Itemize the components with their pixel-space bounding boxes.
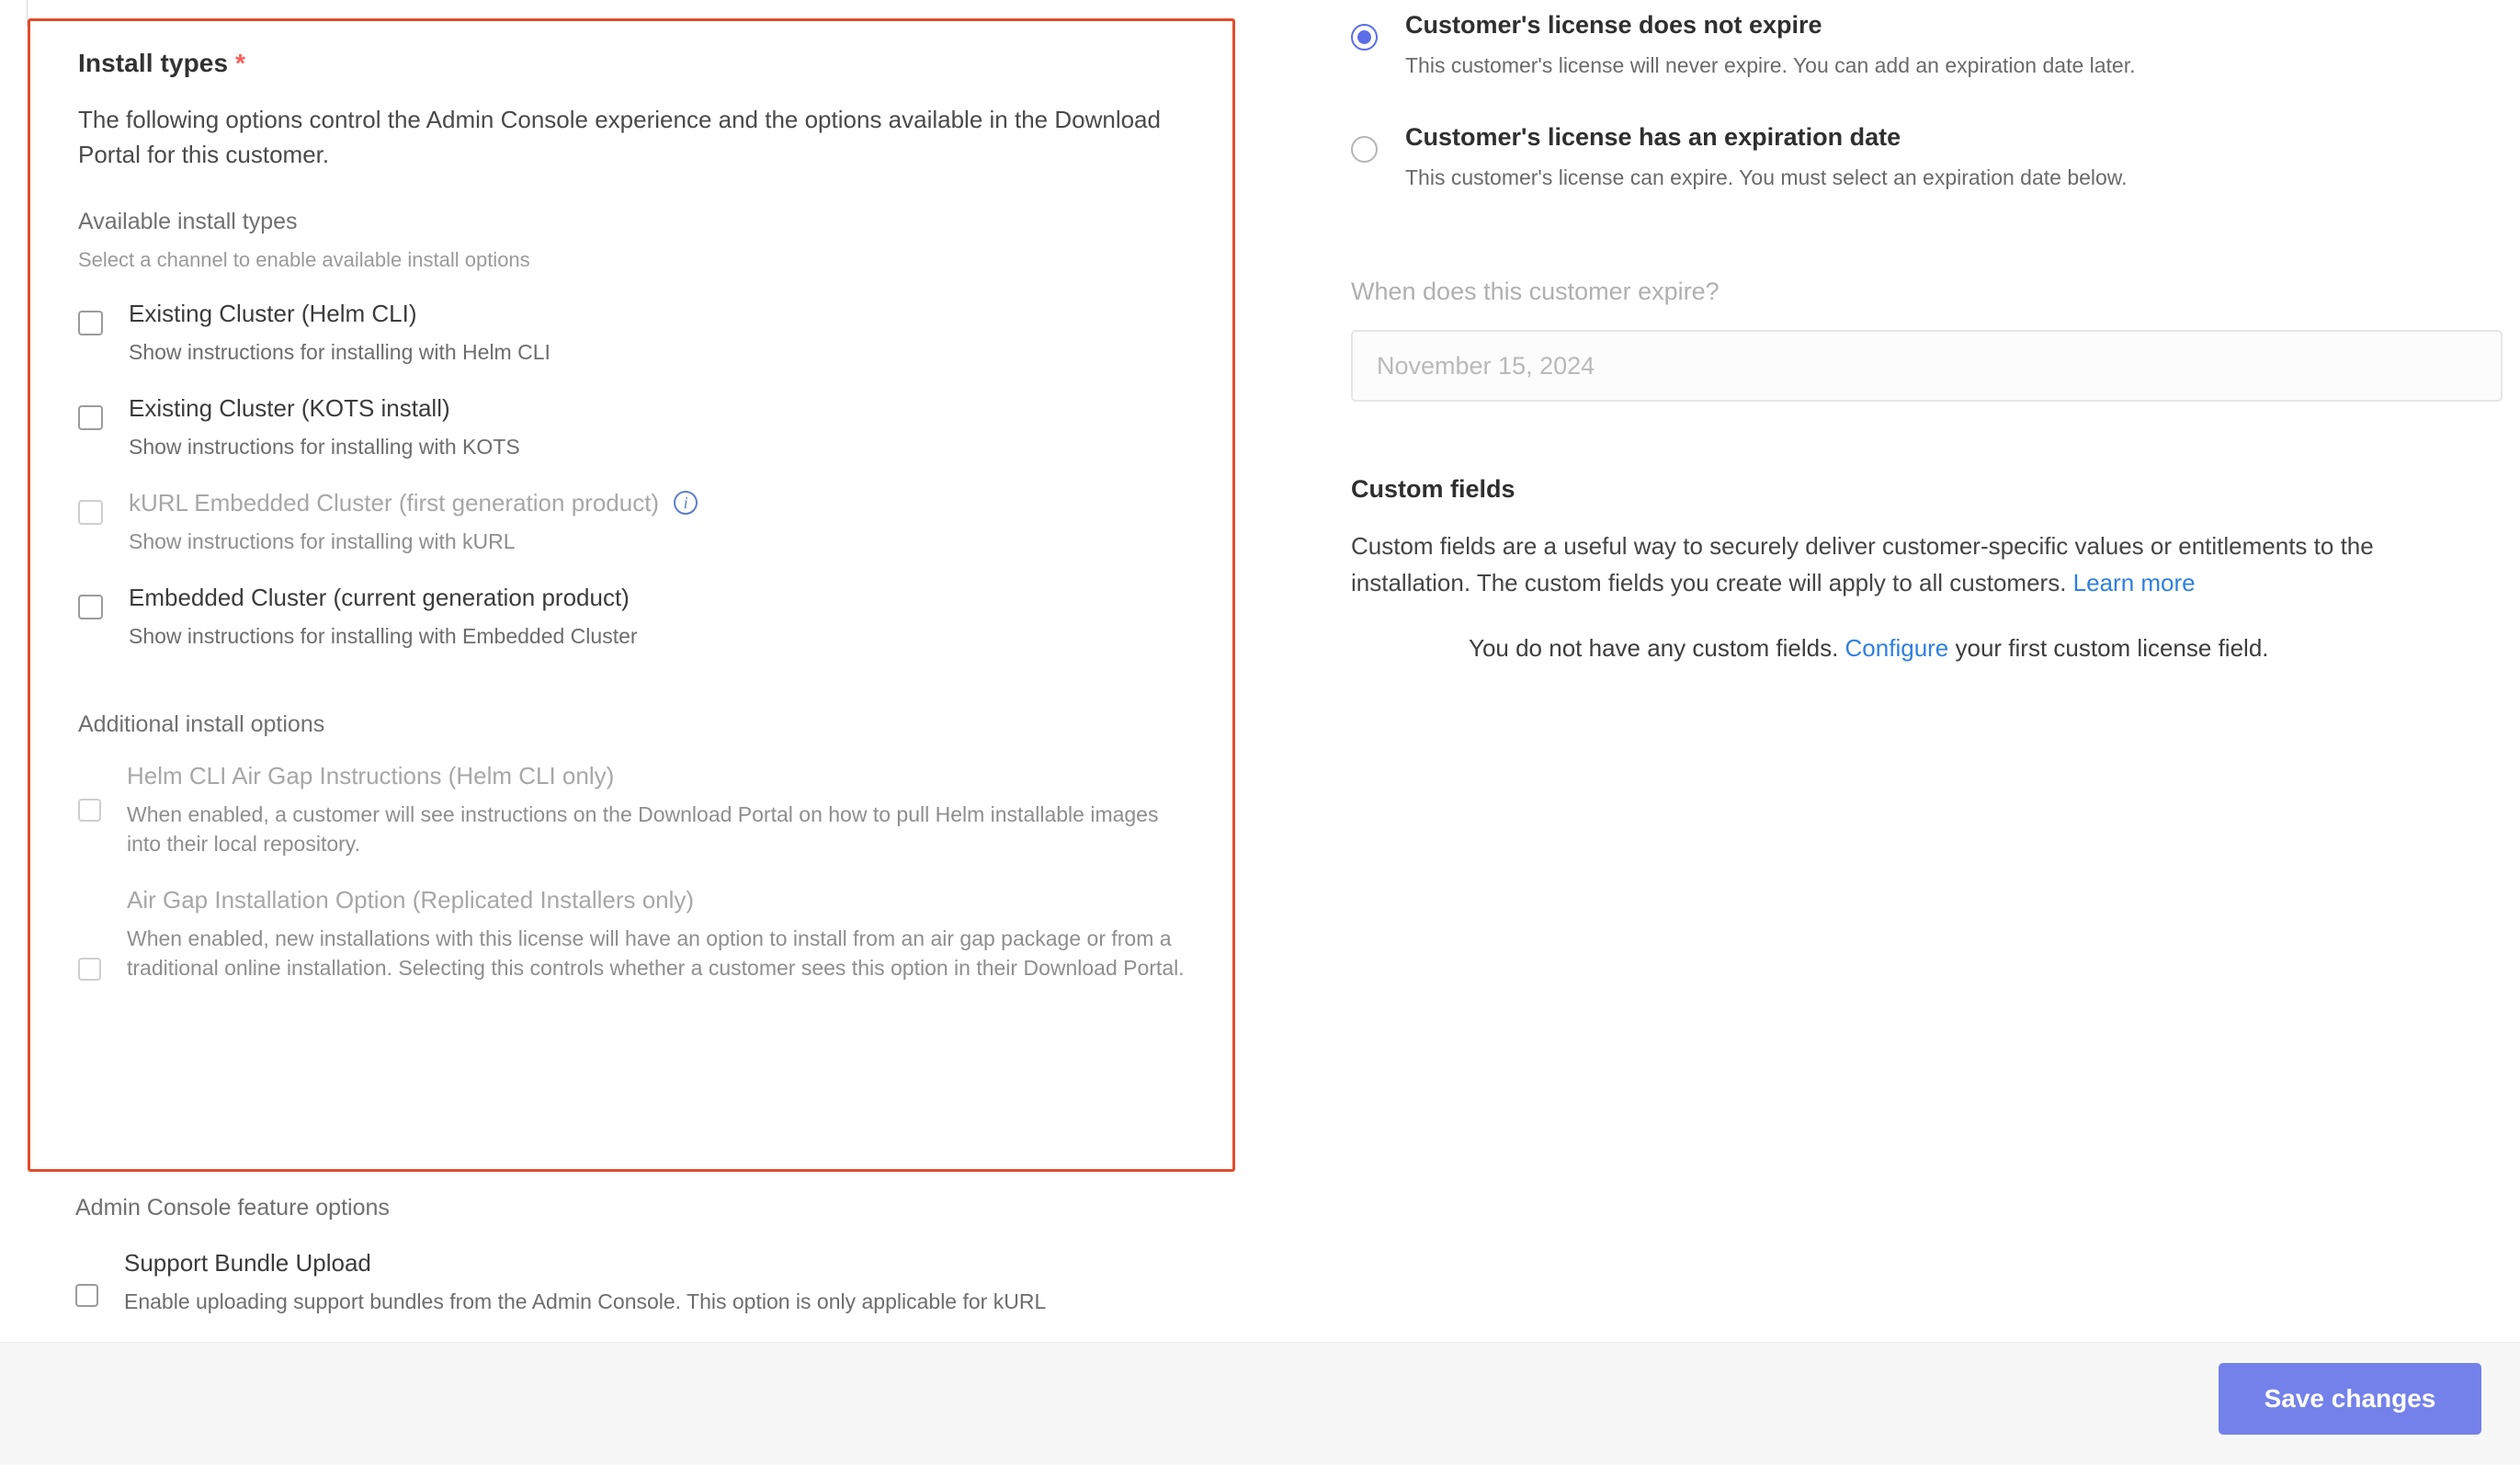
checkbox-air-gap-installation [78, 958, 101, 981]
install-option-label [129, 300, 551, 327]
expiration-and-custom-fields-column [1287, 0, 2520, 1342]
install-option-label [129, 584, 638, 611]
radio-license-has-expiration-date[interactable] [1351, 136, 1378, 163]
admin-console-option-label [124, 1249, 1046, 1277]
expiration-option-sublabel: This customer's license can expire. You must select an expiration date below. [1405, 165, 2128, 189]
install-option-sublabel: Show instructions for installing with Embedded Cluster [129, 624, 638, 648]
expiration-date-question: When does this customer expire? [1351, 278, 1720, 305]
checkbox-helm-air-gap-instructions [78, 799, 101, 822]
install-option-label [127, 762, 1196, 789]
expiration-option-has-expiration-date[interactable] [1351, 123, 2520, 191]
label-text: Support Bundle Upload [124, 1249, 371, 1277]
save-changes-button[interactable]: Save changes [2219, 1363, 2481, 1435]
admin-console-feature-options-section [75, 1195, 1233, 1316]
install-option-existing-cluster-helm-cli[interactable] [78, 300, 1196, 367]
admin-console-option-sublabel: Enable uploading support bundles from the Admin Console. This option is only applicable for kURL [124, 1289, 1047, 1313]
available-install-types-hint: Select a channel to enable available install options [78, 248, 530, 271]
label-text: Air Gap Installation Option (Replicated Installers only) [127, 886, 695, 914]
install-option-helm-air-gap-instructions [78, 762, 1196, 858]
footer-action-bar [0, 1342, 2520, 1465]
available-install-types-heading: Available install types [78, 209, 298, 234]
expiration-date-field[interactable] [1351, 330, 2503, 402]
install-option-sublabel: Show instructions for installing with kURL [129, 529, 516, 553]
required-indicator: * [235, 49, 246, 77]
label-text: Existing Cluster (KOTS install) [129, 394, 450, 422]
admin-console-option-support-bundle-upload[interactable] [75, 1249, 1233, 1316]
configure-custom-field-link[interactable]: Configure [1845, 634, 1949, 662]
checkbox-embedded-cluster[interactable] [78, 595, 103, 619]
install-option-kurl-embedded-cluster [78, 489, 1196, 556]
install-types-description: The following options control the Admin Console experience and the options available in the Download Portal for this customer. [78, 106, 1161, 168]
install-option-sublabel: Show instructions for installing with Helm CLI [129, 340, 551, 364]
empty-state-text-before: You do not have any custom fields. [1469, 634, 1845, 662]
label-text: kURL Embedded Cluster (first generation product) [129, 489, 660, 517]
custom-fields-heading: Custom fields [1351, 475, 1515, 503]
checkbox-existing-cluster-kots[interactable] [78, 405, 103, 430]
checkbox-existing-cluster-helm-cli[interactable] [78, 311, 103, 335]
install-types-heading-text: Install types [78, 49, 229, 77]
expiration-date-placeholder: November 15, 2024 [1377, 351, 1595, 380]
install-option-label [127, 886, 1196, 914]
label-text: Existing Cluster (Helm CLI) [129, 300, 417, 327]
label-text: Helm CLI Air Gap Instructions (Helm CLI only) [127, 762, 615, 789]
empty-state-text-after: your first custom license field. [1948, 634, 2269, 662]
expiration-option-label: Customer's license does not expire [1405, 11, 1822, 39]
install-option-label [129, 394, 520, 422]
label-text: Embedded Cluster (current generation product) [129, 584, 630, 611]
install-option-sublabel: When enabled, a customer will see instructions on the Download Portal on how to pull Helm installable images into their local repository. [127, 802, 1159, 856]
additional-install-options-heading: Additional install options [78, 711, 325, 737]
custom-fields-empty-state [1351, 634, 2520, 663]
learn-more-link[interactable]: Learn more [2072, 569, 2196, 596]
install-option-label [129, 489, 698, 517]
custom-fields-description [1351, 528, 2468, 601]
install-option-air-gap-installation [78, 886, 1196, 982]
admin-console-feature-options-heading: Admin Console feature options [75, 1195, 390, 1221]
page-title [78, 49, 1196, 78]
custom-fields-description-text: Custom fields are a useful way to securely deliver customer-specific values or entitlements to the installation. The custom fields you create will apply to all customers. [1351, 532, 2374, 596]
expiration-option-label: Customer's license has an expiration date [1405, 123, 1901, 151]
install-option-sublabel: When enabled, new installations with this license will have an option to install from an air gap package or from a traditional online installation. Selecting this controls whether a customer sees this option in their Download Portal. [127, 926, 1185, 980]
radio-license-does-not-expire[interactable] [1351, 24, 1378, 51]
checkbox-kurl-embedded-cluster [78, 500, 103, 525]
content-fade-mask [0, 1316, 2520, 1344]
install-option-embedded-cluster[interactable] [78, 584, 1196, 651]
expiration-option-never-expires[interactable] [1351, 11, 2520, 79]
install-option-existing-cluster-kots[interactable] [78, 394, 1196, 461]
expiration-option-sublabel: This customer's license will never expire. You can add an expiration date later. [1405, 53, 2136, 77]
info-circle-icon[interactable]: i [674, 491, 698, 515]
install-option-sublabel: Show instructions for installing with KOTS [129, 435, 520, 459]
checkbox-support-bundle-upload[interactable] [75, 1284, 98, 1307]
install-types-column [0, 0, 1287, 1342]
install-types-highlight-box [28, 18, 1235, 1172]
